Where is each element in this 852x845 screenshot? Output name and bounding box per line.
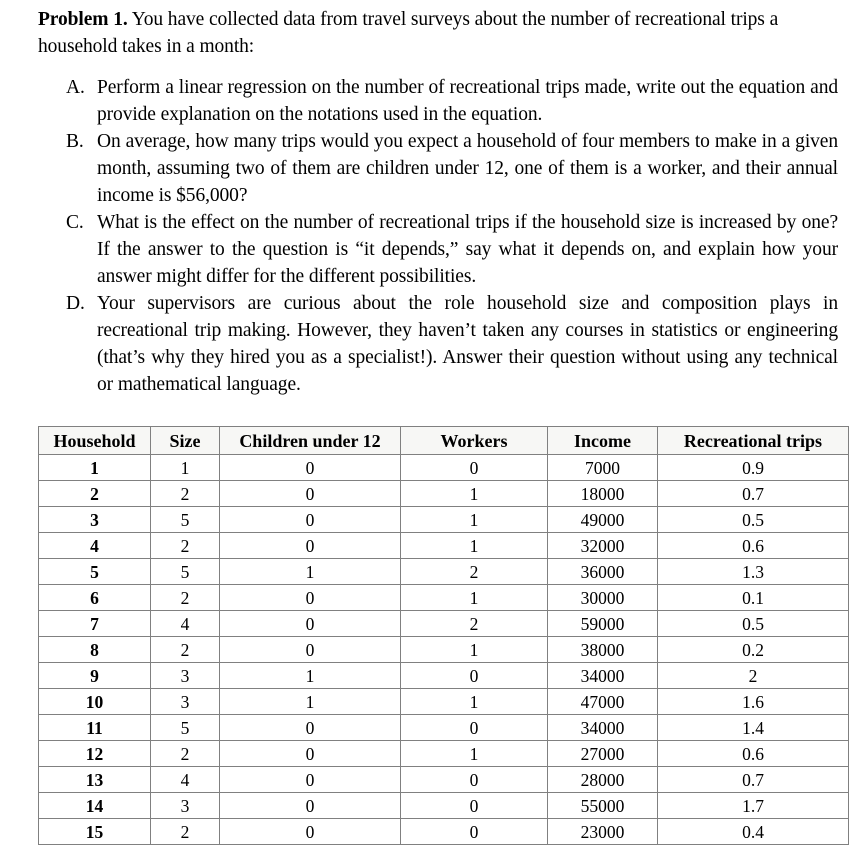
cell-size: 2 bbox=[151, 533, 220, 559]
cell-children: 0 bbox=[220, 611, 401, 637]
cell-size: 5 bbox=[151, 559, 220, 585]
cell-children: 0 bbox=[220, 585, 401, 611]
cell-trips: 0.7 bbox=[658, 767, 849, 793]
cell-size: 4 bbox=[151, 767, 220, 793]
cell-trips: 0.1 bbox=[658, 585, 849, 611]
cell-children: 1 bbox=[220, 663, 401, 689]
cell-size: 3 bbox=[151, 793, 220, 819]
problem-intro-text: You have collected data from travel surveys about the number of recreational trips a household takes in a month: bbox=[38, 9, 779, 57]
cell-children: 0 bbox=[220, 819, 401, 845]
column-header-household: Household bbox=[39, 427, 151, 455]
cell-income: 36000 bbox=[548, 559, 658, 585]
cell-size: 2 bbox=[151, 637, 220, 663]
table-header bbox=[39, 427, 849, 455]
cell-trips: 1.3 bbox=[658, 559, 849, 585]
cell-household: 6 bbox=[39, 585, 151, 611]
cell-trips: 0.6 bbox=[658, 741, 849, 767]
table-row bbox=[39, 741, 849, 767]
cell-children: 1 bbox=[220, 559, 401, 585]
cell-size: 3 bbox=[151, 689, 220, 715]
column-header-trips: Recreational trips bbox=[658, 427, 849, 455]
cell-workers: 1 bbox=[401, 507, 548, 533]
cell-household: 15 bbox=[39, 819, 151, 845]
cell-income: 32000 bbox=[548, 533, 658, 559]
survey-data-table-wrapper bbox=[38, 426, 844, 845]
column-header-income: Income bbox=[548, 427, 658, 455]
cell-children: 0 bbox=[220, 507, 401, 533]
cell-workers: 1 bbox=[401, 741, 548, 767]
cell-size: 2 bbox=[151, 741, 220, 767]
cell-children: 0 bbox=[220, 715, 401, 741]
cell-trips: 0.4 bbox=[658, 819, 849, 845]
cell-income: 28000 bbox=[548, 767, 658, 793]
cell-size: 5 bbox=[151, 507, 220, 533]
question-marker-b: B. bbox=[66, 131, 84, 152]
cell-income: 55000 bbox=[548, 793, 658, 819]
cell-size: 2 bbox=[151, 819, 220, 845]
cell-size: 5 bbox=[151, 715, 220, 741]
cell-household: 13 bbox=[39, 767, 151, 793]
cell-income: 38000 bbox=[548, 637, 658, 663]
cell-workers: 1 bbox=[401, 481, 548, 507]
cell-children: 0 bbox=[220, 455, 401, 481]
cell-children: 0 bbox=[220, 533, 401, 559]
cell-children: 0 bbox=[220, 793, 401, 819]
table-row bbox=[39, 585, 849, 611]
cell-trips: 0.5 bbox=[658, 507, 849, 533]
cell-trips: 0.7 bbox=[658, 481, 849, 507]
cell-household: 4 bbox=[39, 533, 151, 559]
cell-children: 0 bbox=[220, 481, 401, 507]
question-text-a: Perform a linear regression on the number of recreational trips made, write out the equation and provide explanation on the notations used in the equation. bbox=[97, 77, 838, 125]
cell-trips: 0.2 bbox=[658, 637, 849, 663]
cell-size: 2 bbox=[151, 585, 220, 611]
question-marker-d: D. bbox=[66, 293, 85, 314]
cell-income: 27000 bbox=[548, 741, 658, 767]
table-header-row bbox=[39, 427, 849, 455]
question-text-c: What is the effect on the number of recreational trips if the household size is increased by one? If the answer to the question is “it depends,” say what it depends on, and explain how your answer might differ for the different possibilities. bbox=[97, 212, 838, 287]
question-item-c bbox=[38, 209, 838, 290]
cell-workers: 1 bbox=[401, 689, 548, 715]
cell-income: 18000 bbox=[548, 481, 658, 507]
table-row bbox=[39, 767, 849, 793]
column-header-children: Children under 12 bbox=[220, 427, 401, 455]
cell-income: 34000 bbox=[548, 715, 658, 741]
cell-household: 9 bbox=[39, 663, 151, 689]
table-row bbox=[39, 481, 849, 507]
question-list bbox=[38, 74, 838, 398]
cell-household: 5 bbox=[39, 559, 151, 585]
cell-size: 2 bbox=[151, 481, 220, 507]
cell-workers: 1 bbox=[401, 533, 548, 559]
table-row bbox=[39, 819, 849, 845]
cell-household: 10 bbox=[39, 689, 151, 715]
problem-label: Problem 1. bbox=[38, 9, 128, 30]
cell-workers: 2 bbox=[401, 611, 548, 637]
cell-household: 8 bbox=[39, 637, 151, 663]
table-row bbox=[39, 455, 849, 481]
cell-trips: 0.5 bbox=[658, 611, 849, 637]
cell-income: 23000 bbox=[548, 819, 658, 845]
cell-income: 47000 bbox=[548, 689, 658, 715]
cell-trips: 1.4 bbox=[658, 715, 849, 741]
table-body bbox=[39, 455, 849, 845]
table-row bbox=[39, 715, 849, 741]
column-header-workers: Workers bbox=[401, 427, 548, 455]
cell-household: 1 bbox=[39, 455, 151, 481]
table-row bbox=[39, 507, 849, 533]
cell-trips: 0.6 bbox=[658, 533, 849, 559]
cell-household: 3 bbox=[39, 507, 151, 533]
cell-household: 14 bbox=[39, 793, 151, 819]
question-marker-c: C. bbox=[66, 212, 84, 233]
cell-workers: 0 bbox=[401, 715, 548, 741]
cell-size: 3 bbox=[151, 663, 220, 689]
table-row bbox=[39, 689, 849, 715]
cell-income: 59000 bbox=[548, 611, 658, 637]
table-row bbox=[39, 793, 849, 819]
cell-children: 0 bbox=[220, 741, 401, 767]
table-row bbox=[39, 663, 849, 689]
cell-workers: 0 bbox=[401, 455, 548, 481]
table-row bbox=[39, 637, 849, 663]
cell-household: 12 bbox=[39, 741, 151, 767]
cell-children: 1 bbox=[220, 689, 401, 715]
cell-workers: 0 bbox=[401, 819, 548, 845]
question-text-b: On average, how many trips would you expect a household of four members to make in a given month, assuming two of them are children under 12, one of them is a worker, and their annual income is $56,000? bbox=[97, 131, 838, 206]
cell-workers: 0 bbox=[401, 663, 548, 689]
cell-workers: 0 bbox=[401, 793, 548, 819]
cell-income: 7000 bbox=[548, 455, 658, 481]
column-header-size: Size bbox=[151, 427, 220, 455]
cell-workers: 0 bbox=[401, 767, 548, 793]
question-marker-a: A. bbox=[66, 77, 85, 98]
question-item-d bbox=[38, 290, 838, 398]
cell-workers: 1 bbox=[401, 585, 548, 611]
cell-size: 1 bbox=[151, 455, 220, 481]
cell-size: 4 bbox=[151, 611, 220, 637]
cell-income: 49000 bbox=[548, 507, 658, 533]
cell-household: 11 bbox=[39, 715, 151, 741]
cell-household: 2 bbox=[39, 481, 151, 507]
cell-trips: 1.7 bbox=[658, 793, 849, 819]
question-item-a bbox=[38, 74, 838, 128]
survey-data-table bbox=[38, 426, 849, 845]
question-item-b bbox=[38, 128, 838, 209]
cell-children: 0 bbox=[220, 767, 401, 793]
table-row bbox=[39, 559, 849, 585]
cell-workers: 2 bbox=[401, 559, 548, 585]
question-text-d: Your supervisors are curious about the role household size and composition plays in recreational trip making. However, they haven’t taken any courses in statistics or engineering (that’s why they hired you as a specialist!). Answer their question without using any technical or mathematical language. bbox=[97, 293, 838, 395]
cell-income: 34000 bbox=[548, 663, 658, 689]
cell-children: 0 bbox=[220, 637, 401, 663]
problem-statement bbox=[38, 6, 834, 60]
cell-household: 7 bbox=[39, 611, 151, 637]
cell-trips: 0.9 bbox=[658, 455, 849, 481]
table-row bbox=[39, 533, 849, 559]
cell-trips: 2 bbox=[658, 663, 849, 689]
table-row bbox=[39, 611, 849, 637]
cell-income: 30000 bbox=[548, 585, 658, 611]
cell-trips: 1.6 bbox=[658, 689, 849, 715]
cell-workers: 1 bbox=[401, 637, 548, 663]
